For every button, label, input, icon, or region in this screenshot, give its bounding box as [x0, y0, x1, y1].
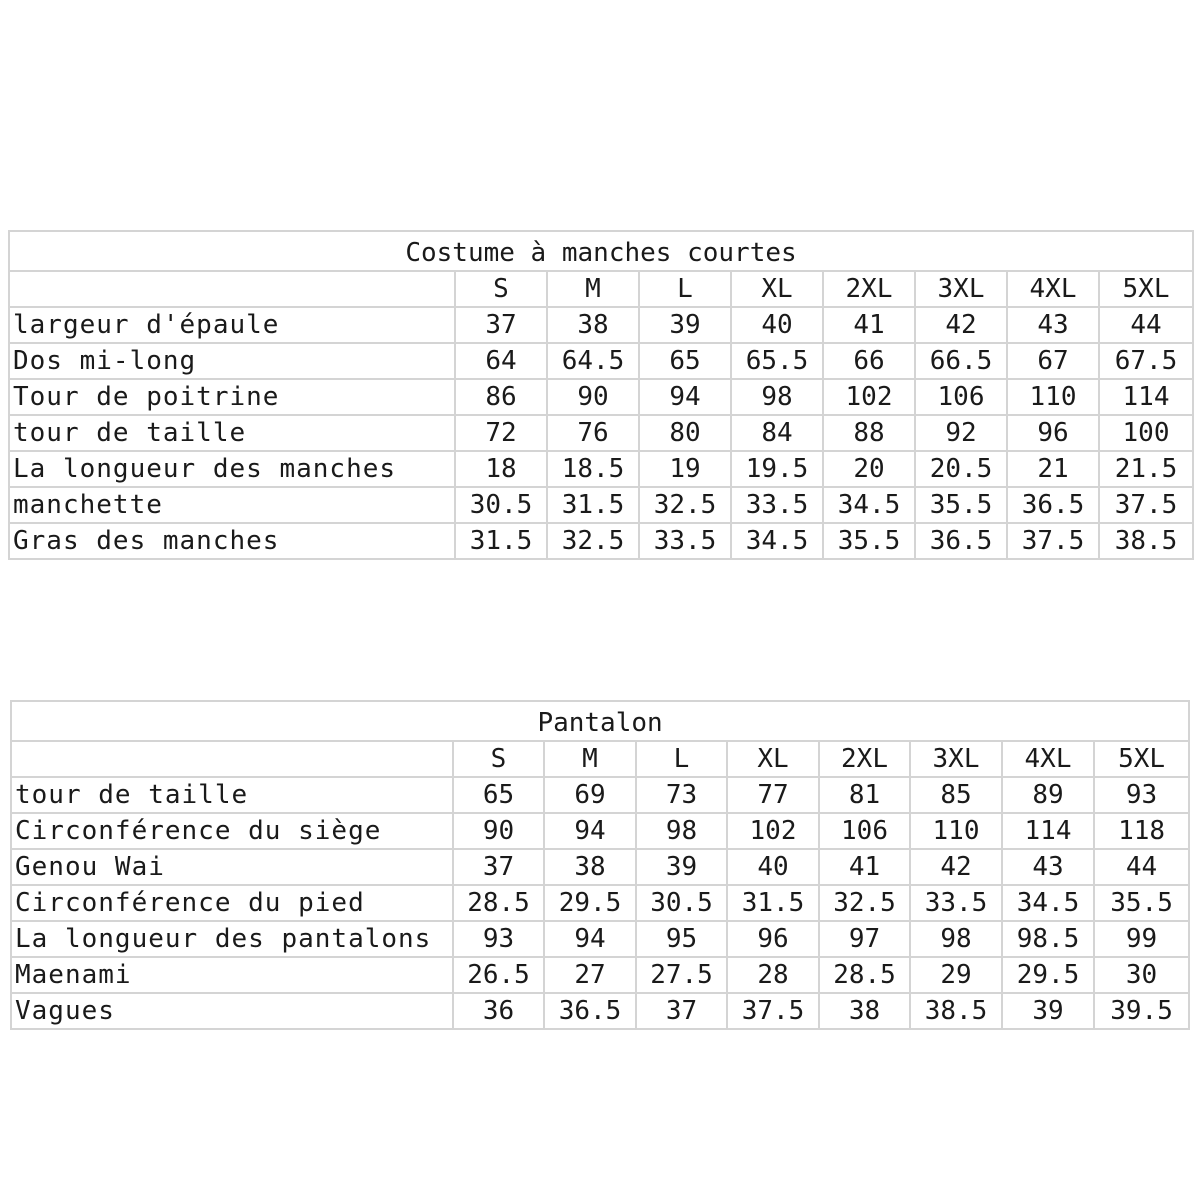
value-cell: 28.5: [453, 885, 544, 921]
value-cell: 99: [1094, 921, 1189, 957]
value-cell: 29.5: [544, 885, 636, 921]
size-header: XL: [731, 271, 823, 307]
row-label: tour de taille: [9, 415, 455, 451]
row-label: La longueur des manches: [9, 451, 455, 487]
value-cell: 85: [910, 777, 1002, 813]
value-cell: 94: [639, 379, 731, 415]
value-cell: 40: [731, 307, 823, 343]
costume-size-table: [8, 230, 1194, 560]
size-header: M: [547, 271, 639, 307]
size-header: S: [453, 741, 544, 777]
size-header: 5XL: [1099, 271, 1193, 307]
table-row: [9, 379, 1193, 415]
value-cell: 28: [727, 957, 819, 993]
pantalon-size-table: [10, 700, 1190, 1030]
value-cell: 21.5: [1099, 451, 1193, 487]
value-cell: 93: [453, 921, 544, 957]
value-cell: 31.5: [455, 523, 547, 559]
value-cell: 34.5: [1002, 885, 1094, 921]
size-header: L: [639, 271, 731, 307]
value-cell: 30.5: [455, 487, 547, 523]
value-cell: 43: [1002, 849, 1094, 885]
value-cell: 27.5: [636, 957, 727, 993]
value-cell: 30: [1094, 957, 1189, 993]
value-cell: 31.5: [727, 885, 819, 921]
value-cell: 28.5: [819, 957, 910, 993]
row-label: largeur d'épaule: [9, 307, 455, 343]
value-cell: 73: [636, 777, 727, 813]
value-cell: 40: [727, 849, 819, 885]
value-cell: 44: [1094, 849, 1189, 885]
value-cell: 18.5: [547, 451, 639, 487]
table-row: [11, 813, 1189, 849]
size-header: L: [636, 741, 727, 777]
row-label: Maenami: [11, 957, 453, 993]
value-cell: 66.5: [915, 343, 1007, 379]
value-cell: 114: [1002, 813, 1094, 849]
row-label: Circonférence du siège: [11, 813, 453, 849]
row-label: Vagues: [11, 993, 453, 1029]
value-cell: 69: [544, 777, 636, 813]
value-cell: 110: [1007, 379, 1099, 415]
value-cell: 96: [727, 921, 819, 957]
value-cell: 88: [823, 415, 915, 451]
value-cell: 102: [727, 813, 819, 849]
value-cell: 67: [1007, 343, 1099, 379]
value-cell: 37.5: [727, 993, 819, 1029]
size-header: XL: [727, 741, 819, 777]
value-cell: 67.5: [1099, 343, 1193, 379]
header-blank-cell: [11, 741, 453, 777]
value-cell: 81: [819, 777, 910, 813]
value-cell: 98.5: [1002, 921, 1094, 957]
table-row: [11, 777, 1189, 813]
value-cell: 38.5: [910, 993, 1002, 1029]
value-cell: 118: [1094, 813, 1189, 849]
value-cell: 97: [819, 921, 910, 957]
table-title-row: [11, 701, 1189, 741]
value-cell: 26.5: [453, 957, 544, 993]
value-cell: 86: [455, 379, 547, 415]
value-cell: 94: [544, 921, 636, 957]
value-cell: 32.5: [819, 885, 910, 921]
row-label: tour de taille: [11, 777, 453, 813]
value-cell: 30.5: [636, 885, 727, 921]
value-cell: 19: [639, 451, 731, 487]
size-header: S: [455, 271, 547, 307]
table-row: [9, 523, 1193, 559]
value-cell: 96: [1007, 415, 1099, 451]
value-cell: 29.5: [1002, 957, 1094, 993]
table-row: [9, 487, 1193, 523]
value-cell: 29: [910, 957, 1002, 993]
table-row: [11, 849, 1189, 885]
value-cell: 39: [636, 849, 727, 885]
value-cell: 35.5: [823, 523, 915, 559]
value-cell: 37.5: [1007, 523, 1099, 559]
table-row: [11, 957, 1189, 993]
value-cell: 31.5: [547, 487, 639, 523]
row-label: Tour de poitrine: [9, 379, 455, 415]
size-header: 4XL: [1002, 741, 1094, 777]
header-blank-cell: [9, 271, 455, 307]
value-cell: 39: [639, 307, 731, 343]
size-header: 4XL: [1007, 271, 1099, 307]
value-cell: 34.5: [731, 523, 823, 559]
value-cell: 80: [639, 415, 731, 451]
table-title: Costume à manches courtes: [9, 231, 1193, 271]
value-cell: 34.5: [823, 487, 915, 523]
value-cell: 90: [453, 813, 544, 849]
value-cell: 36.5: [1007, 487, 1099, 523]
value-cell: 114: [1099, 379, 1193, 415]
value-cell: 37: [455, 307, 547, 343]
value-cell: 42: [915, 307, 1007, 343]
value-cell: 89: [1002, 777, 1094, 813]
value-cell: 84: [731, 415, 823, 451]
value-cell: 98: [636, 813, 727, 849]
value-cell: 38: [819, 993, 910, 1029]
value-cell: 32.5: [547, 523, 639, 559]
row-label: Genou Wai: [11, 849, 453, 885]
table-row: [9, 451, 1193, 487]
row-label: Circonférence du pied: [11, 885, 453, 921]
value-cell: 106: [915, 379, 1007, 415]
value-cell: 43: [1007, 307, 1099, 343]
value-cell: 65: [453, 777, 544, 813]
table-row: [9, 307, 1193, 343]
table-title: Pantalon: [11, 701, 1189, 741]
value-cell: 33.5: [910, 885, 1002, 921]
value-cell: 98: [910, 921, 1002, 957]
value-cell: 21: [1007, 451, 1099, 487]
table-row: [9, 343, 1193, 379]
size-header: M: [544, 741, 636, 777]
value-cell: 19.5: [731, 451, 823, 487]
value-cell: 20.5: [915, 451, 1007, 487]
value-cell: 37: [636, 993, 727, 1029]
value-cell: 41: [819, 849, 910, 885]
value-cell: 39.5: [1094, 993, 1189, 1029]
value-cell: 33.5: [731, 487, 823, 523]
size-header: 3XL: [910, 741, 1002, 777]
value-cell: 36.5: [544, 993, 636, 1029]
value-cell: 20: [823, 451, 915, 487]
row-label: Dos mi-long: [9, 343, 455, 379]
value-cell: 36: [453, 993, 544, 1029]
value-cell: 42: [910, 849, 1002, 885]
value-cell: 98: [731, 379, 823, 415]
value-cell: 38: [544, 849, 636, 885]
value-cell: 39: [1002, 993, 1094, 1029]
value-cell: 65.5: [731, 343, 823, 379]
size-header-row: [11, 741, 1189, 777]
value-cell: 41: [823, 307, 915, 343]
value-cell: 100: [1099, 415, 1193, 451]
value-cell: 77: [727, 777, 819, 813]
value-cell: 93: [1094, 777, 1189, 813]
row-label: manchette: [9, 487, 455, 523]
value-cell: 37: [453, 849, 544, 885]
value-cell: 64: [455, 343, 547, 379]
table-row: [11, 885, 1189, 921]
value-cell: 90: [547, 379, 639, 415]
value-cell: 44: [1099, 307, 1193, 343]
value-cell: 18: [455, 451, 547, 487]
value-cell: 35.5: [1094, 885, 1189, 921]
value-cell: 76: [547, 415, 639, 451]
value-cell: 37.5: [1099, 487, 1193, 523]
value-cell: 106: [819, 813, 910, 849]
size-header: 2XL: [823, 271, 915, 307]
table-row: [11, 921, 1189, 957]
row-label: Gras des manches: [9, 523, 455, 559]
value-cell: 32.5: [639, 487, 731, 523]
value-cell: 65: [639, 343, 731, 379]
size-header: 2XL: [819, 741, 910, 777]
value-cell: 72: [455, 415, 547, 451]
value-cell: 35.5: [915, 487, 1007, 523]
size-header-row: [9, 271, 1193, 307]
value-cell: 92: [915, 415, 1007, 451]
value-cell: 64.5: [547, 343, 639, 379]
table-row: [9, 415, 1193, 451]
value-cell: 36.5: [915, 523, 1007, 559]
value-cell: 95: [636, 921, 727, 957]
size-header: 3XL: [915, 271, 1007, 307]
size-header: 5XL: [1094, 741, 1189, 777]
value-cell: 110: [910, 813, 1002, 849]
value-cell: 38: [547, 307, 639, 343]
table-row: [11, 993, 1189, 1029]
value-cell: 33.5: [639, 523, 731, 559]
value-cell: 66: [823, 343, 915, 379]
value-cell: 94: [544, 813, 636, 849]
row-label: La longueur des pantalons: [11, 921, 453, 957]
table-title-row: [9, 231, 1193, 271]
value-cell: 27: [544, 957, 636, 993]
value-cell: 102: [823, 379, 915, 415]
value-cell: 38.5: [1099, 523, 1193, 559]
